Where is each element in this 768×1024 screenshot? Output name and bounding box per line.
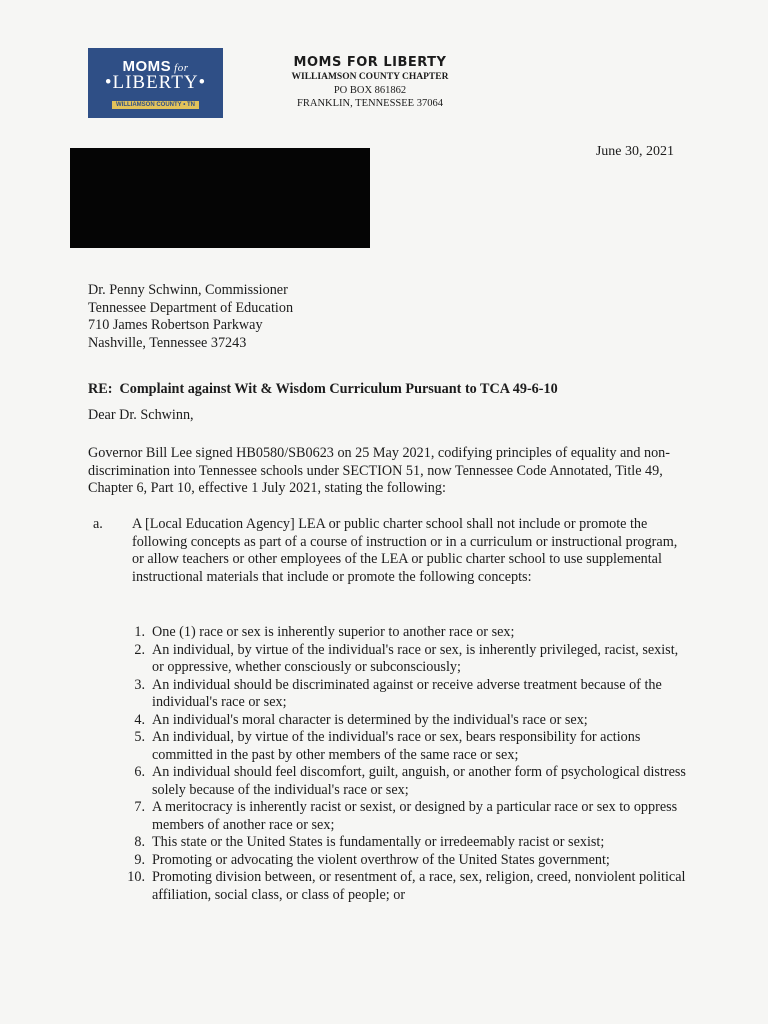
list-item-number: 5. — [134, 729, 145, 745]
list-item-text: A meritocracy is inherently racist or sexist, or designed by a particular race or sex to oppress members of another race or sex; — [152, 799, 678, 833]
list-item — [121, 764, 691, 799]
list-item — [121, 852, 691, 870]
subject-line: RE: Complaint against Wit & Wisdom Curriculum Pursuant to TCA 49-6-10 — [88, 381, 558, 397]
list-item-text: An individual should be discriminated against or receive adverse treatment because of the individual's race or sex; — [152, 676, 662, 710]
recipient-city: Nashville, Tennessee 37243 — [88, 334, 247, 351]
list-item-text: This state or the United States is fundamentally or irredeemably racist or sexist; — [152, 834, 605, 850]
letter-date: June 30, 2021 — [595, 144, 674, 159]
list-item-number: 6. — [134, 764, 145, 780]
list-item-text: An individual should feel discomfort, guilt, anguish, or another form of psychological distress solely because of the individual's race or sex; — [152, 764, 686, 798]
intro-paragraph: Governor Bill Lee signed HB0580/SB0623 on 25 May 2021, codifying principles of equality and non-discrimination into Tennessee schools under SECTION 51, now Tennessee Code Annotated, Title 49, Chapter 6, Part 10, effective 1 July 2021, stating the following: — [88, 445, 670, 496]
list-item-text: An individual, by virtue of the individual's race or sex, bears responsibility for actions committed in the past by other members of the same race or sex; — [152, 729, 641, 763]
list-item-text: An individual's moral character is determined by the individual's race or sex; — [152, 711, 588, 728]
list-item-text: Promoting or advocating the violent overthrow of the United States government; — [152, 851, 610, 868]
recipient-street: 710 James Robertson Parkway — [88, 317, 263, 333]
logo-liberty-text: •LIBERTY• — [104, 72, 207, 93]
clause-a-text: A [Local Education Agency] LEA or public charter school shall not include or promote the following concepts as part of a course of instruction or in a curriculum or instructional program, or allow teachers or other employees of the LEA or public charter school to use supplemental instructional materials that include or promote the following concepts: — [132, 516, 678, 585]
list-item-number: 2. — [134, 641, 145, 658]
salutation: Dear Dr. Schwinn, — [88, 407, 194, 423]
list-item — [121, 642, 691, 677]
letterhead-org: MOMS FOR LIBERTY — [293, 55, 447, 70]
letterhead — [270, 54, 470, 110]
list-item-number: 9. — [134, 851, 145, 868]
list-item — [121, 729, 691, 764]
letterhead-chapter: WILLIAMSON COUNTY CHAPTER — [291, 72, 449, 82]
list-item-number: 10. — [127, 869, 145, 885]
list-item — [121, 624, 691, 642]
list-item — [121, 712, 691, 730]
list-item-number: 7. — [134, 799, 145, 815]
list-item-text: An individual, by virtue of the individual's race or sex, is inherently privileged, racist, sexist, or oppressive, whether consciously or subconsciously; — [152, 641, 679, 675]
recipient-name: Dr. Penny Schwinn, Commissioner — [88, 282, 288, 298]
list-item-text: Promoting division between, or resentment of, a race, sex, religion, creed, nonviolent political affiliation, social class, or class of people; or — [152, 869, 686, 903]
list-item — [121, 834, 691, 852]
list-item-number: 3. — [134, 676, 145, 693]
logo-county-text: WILLIAMSON COUNTY • TN — [112, 101, 199, 109]
clause-a — [93, 516, 683, 586]
clause-a-marker: a. — [93, 516, 103, 532]
redaction-block — [70, 148, 370, 248]
list-item — [121, 799, 691, 834]
moms-for-liberty-logo — [88, 48, 223, 118]
letterhead-po-box: PO BOX 861862 — [333, 85, 407, 96]
recipient-dept: Tennessee Department of Education — [88, 299, 294, 316]
prohibited-concepts-list — [121, 624, 691, 904]
letterhead-city: FRANKLIN, TENNESSEE 37064 — [297, 98, 443, 109]
list-item-number: 4. — [134, 711, 145, 728]
logo-moms-text: MOMS — [122, 58, 172, 75]
logo-for-text: for — [174, 62, 189, 74]
list-item — [121, 869, 691, 904]
list-item-number: 1. — [134, 624, 145, 640]
recipient-address — [88, 282, 293, 352]
list-item-number: 8. — [134, 834, 145, 850]
list-item — [121, 677, 691, 712]
list-item-text: One (1) race or sex is inherently superior to another race or sex; — [152, 624, 515, 640]
